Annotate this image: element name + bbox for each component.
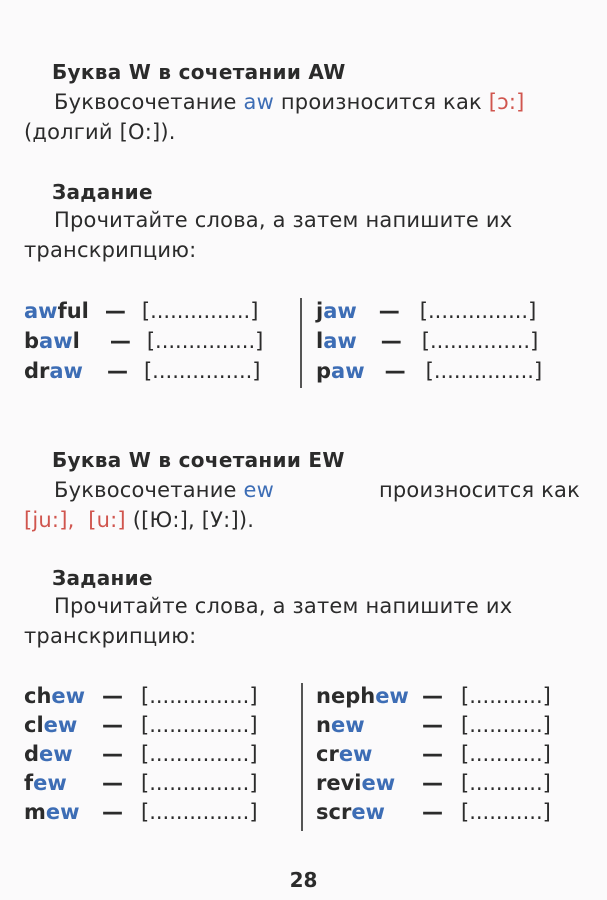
dash: — [380, 329, 402, 353]
word-prefix: dr [24, 359, 50, 383]
word-prefix: b [24, 329, 40, 353]
word-prefix: m [24, 800, 46, 824]
ew-word-row [24, 710, 258, 740]
page-number: 28 [289, 868, 318, 892]
transcription-blank[interactable]: [...............] [141, 684, 258, 708]
ew-task-line1: Прочитайте слова, а затем напишите их [54, 594, 513, 618]
dash: — [102, 713, 123, 737]
aw-task-line2: транскрипцию: [24, 238, 197, 262]
word-highlight: aw [39, 329, 73, 353]
word-prefix: d [24, 742, 40, 766]
column-divider [301, 683, 303, 831]
word-highlight: ew [51, 684, 86, 708]
transcription-blank[interactable]: [...............] [141, 299, 259, 323]
word-rest: ful [57, 299, 89, 323]
dash: — [422, 713, 443, 737]
dash: — [422, 771, 443, 795]
ew-desc-text2: произносится как [378, 478, 580, 502]
word-prefix: j [316, 299, 324, 323]
word-highlight: ew [33, 771, 67, 795]
word-prefix: cr [316, 742, 339, 766]
dash: — [102, 742, 123, 766]
transcription-blank[interactable]: [...............] [425, 359, 543, 383]
ew-task-line2: транскрипцию: [24, 624, 197, 648]
aw-description-line2: (долгий [О:]). [24, 120, 176, 144]
word-highlight: ew [351, 800, 385, 824]
transcription-blank[interactable]: [...........] [461, 713, 551, 737]
dash: — [422, 800, 443, 824]
ew-word-row [316, 768, 551, 798]
transcription-blank[interactable]: [...............] [143, 359, 261, 383]
transcription-blank[interactable]: [...............] [146, 329, 264, 353]
transcription-blank[interactable]: [...............] [141, 713, 258, 737]
ew-description-line1 [54, 476, 580, 505]
ew-desc-text3: ([Ю:], [У:]). [125, 508, 255, 532]
word-rest: l [72, 329, 80, 353]
word-prefix: cl [24, 713, 44, 737]
word-prefix: l [316, 329, 324, 353]
transcription-blank[interactable]: [...........] [461, 771, 551, 795]
aw-word-row [316, 356, 542, 386]
dash: — [104, 299, 126, 323]
transcription-blank[interactable]: [...............] [421, 329, 539, 353]
word-highlight: aw [323, 299, 357, 323]
dash: — [102, 684, 123, 708]
transcription-blank[interactable]: [...........] [461, 800, 551, 824]
ew-word-row [24, 739, 258, 769]
dash: — [422, 742, 443, 766]
word-highlight: ew [375, 684, 409, 708]
aw-word-row [24, 326, 263, 356]
ew-combo: ew [243, 478, 275, 502]
ew-word-row [316, 797, 551, 827]
aw-task-line1: Прочитайте слова, а затем напишите их [54, 208, 513, 232]
word-highlight: aw [49, 359, 83, 383]
dash: — [102, 800, 123, 824]
dash: — [378, 299, 400, 323]
word-prefix: revi [316, 771, 362, 795]
dash: — [102, 771, 123, 795]
aw-word-row [316, 296, 536, 326]
transcription-blank[interactable]: [...............] [141, 742, 258, 766]
word-prefix: ch [24, 684, 52, 708]
word-highlight: ew [338, 742, 373, 766]
aw-word-row [24, 296, 258, 326]
aw-combo: aw [243, 90, 274, 114]
ew-word-row [24, 768, 258, 798]
word-prefix: p [316, 359, 332, 383]
transcription-blank[interactable]: [...........] [461, 684, 551, 708]
word-prefix: n [316, 713, 331, 737]
ew-word-row [24, 797, 258, 827]
word-prefix: scr [316, 800, 352, 824]
ew-word-row [316, 710, 551, 740]
ew-word-row [316, 739, 551, 769]
word-highlight: ew [39, 742, 73, 766]
word-highlight: ew [43, 713, 78, 737]
word-prefix: f [24, 771, 34, 795]
dash: — [109, 329, 131, 353]
dash: — [422, 684, 443, 708]
word-highlight: aw [323, 329, 357, 353]
column-divider [300, 298, 302, 388]
word-highlight: ew [45, 800, 80, 824]
aw-desc-text: Буквосочетание [54, 90, 244, 114]
dash: — [384, 359, 406, 383]
ew-word-row [316, 681, 551, 711]
aw-word-row [24, 356, 260, 386]
ew-desc-text: Буквосочетание [54, 478, 244, 502]
aw-word-row [316, 326, 538, 356]
word-highlight: aw [331, 359, 365, 383]
word-highlight: ew [361, 771, 396, 795]
transcription-blank[interactable]: [...........] [461, 742, 551, 766]
heading-ew: Буква W в сочетании EW [52, 448, 345, 472]
dash: — [106, 359, 128, 383]
transcription-blank[interactable]: [...............] [141, 771, 258, 795]
transcription-blank[interactable]: [...............] [141, 800, 258, 824]
heading-aw: Буква W в сочетании AW [52, 60, 346, 84]
ew-sound-2: [u:] [88, 508, 126, 532]
aw-desc-text2: произносится как [274, 90, 489, 114]
task-heading-aw: Задание [52, 180, 153, 204]
word-highlight: ew [330, 713, 365, 737]
aw-description-line1 [54, 88, 525, 117]
ew-sound-1: [ju:], [24, 508, 75, 532]
word-prefix: neph [316, 684, 376, 708]
ew-description-line2 [24, 506, 254, 535]
transcription-blank[interactable]: [...............] [419, 299, 537, 323]
aw-sound: [ɔ:] [488, 90, 525, 114]
ew-word-row [24, 681, 258, 711]
task-heading-ew: Задание [52, 566, 153, 590]
word-highlight: aw [24, 299, 58, 323]
